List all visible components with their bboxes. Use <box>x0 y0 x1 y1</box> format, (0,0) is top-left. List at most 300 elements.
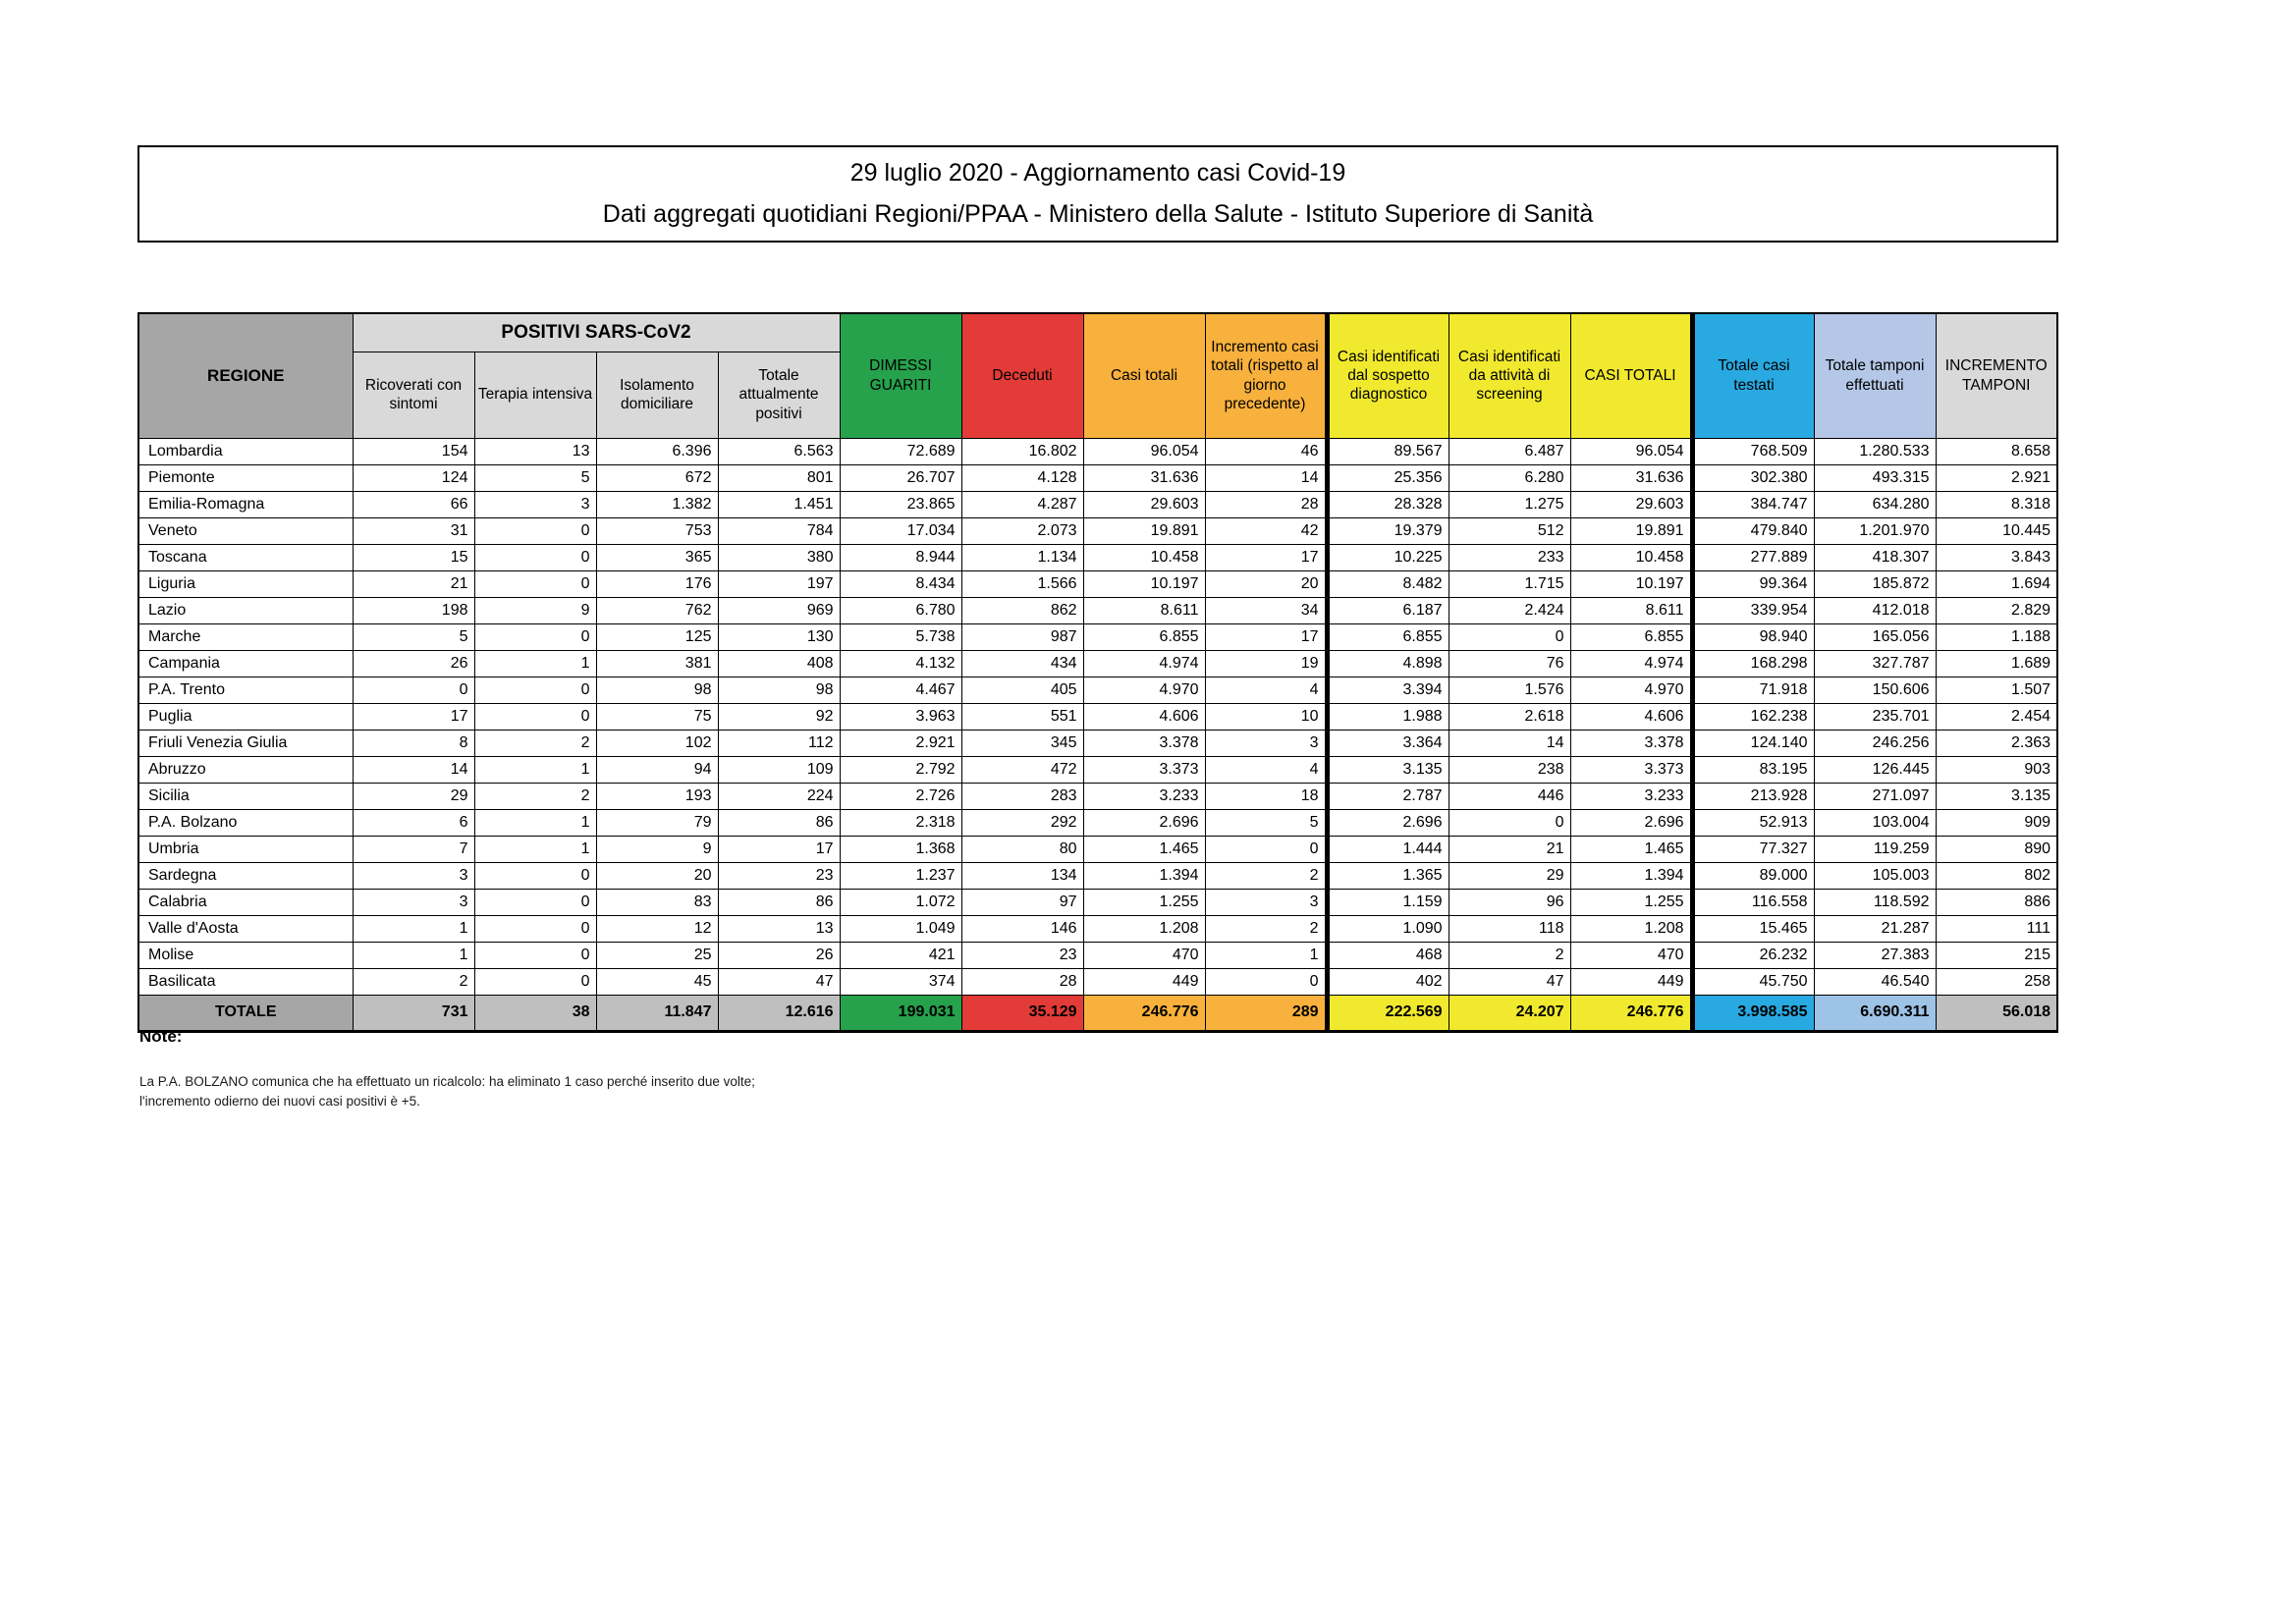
value-cell: 1 <box>474 836 596 862</box>
value-cell: 0 <box>1449 809 1570 836</box>
value-cell: 405 <box>961 677 1083 703</box>
value-cell: 909 <box>1936 809 2057 836</box>
value-cell: 19 <box>1205 650 1327 677</box>
value-cell: 4.970 <box>1083 677 1205 703</box>
value-cell: 1 <box>474 756 596 783</box>
table-row <box>138 491 2057 517</box>
value-cell: 118 <box>1449 915 1570 942</box>
value-cell: 801 <box>718 464 840 491</box>
report-title: 29 luglio 2020 - Aggiornamento casi Covid-19 <box>849 159 1346 188</box>
table-row <box>138 862 2057 889</box>
value-cell: 2.424 <box>1449 597 1570 623</box>
value-cell: 46.540 <box>1814 968 1936 995</box>
table-row <box>138 968 2057 995</box>
table-row <box>138 623 2057 650</box>
value-cell: 2 <box>353 968 474 995</box>
region-name: P.A. Trento <box>138 677 353 703</box>
value-cell: 23.865 <box>840 491 961 517</box>
value-cell: 19.891 <box>1083 517 1205 544</box>
value-cell: 551 <box>961 703 1083 730</box>
value-cell: 79 <box>596 809 718 836</box>
value-cell: 10.458 <box>1570 544 1692 570</box>
value-cell: 8.611 <box>1083 597 1205 623</box>
value-cell: 17 <box>1205 623 1327 650</box>
value-cell: 762 <box>596 597 718 623</box>
value-cell: 1.465 <box>1570 836 1692 862</box>
value-cell: 246.256 <box>1814 730 1936 756</box>
value-cell: 0 <box>1205 836 1327 862</box>
value-cell: 1.451 <box>718 491 840 517</box>
value-cell: 1.255 <box>1083 889 1205 915</box>
value-cell: 21.287 <box>1814 915 1936 942</box>
col-header-casi-totali: Casi totali <box>1083 313 1205 438</box>
value-cell: 3.394 <box>1327 677 1449 703</box>
value-cell: 339.954 <box>1692 597 1814 623</box>
value-cell: 1.237 <box>840 862 961 889</box>
value-cell: 103.004 <box>1814 809 1936 836</box>
region-name: Campania <box>138 650 353 677</box>
value-cell: 0 <box>474 570 596 597</box>
table-row <box>138 836 2057 862</box>
report-subtitle: Dati aggregati quotidiani Regioni/PPAA - Ministero della Salute - Istituto Superiore di Sanità <box>602 199 1594 228</box>
total-value-cell: 3.998.585 <box>1692 995 1814 1031</box>
value-cell: 1.566 <box>961 570 1083 597</box>
value-cell: 903 <box>1936 756 2057 783</box>
value-cell: 1.394 <box>1083 862 1205 889</box>
value-cell: 472 <box>961 756 1083 783</box>
value-cell: 258 <box>1936 968 2057 995</box>
value-cell: 29 <box>353 783 474 809</box>
total-label: TOTALE <box>138 995 353 1031</box>
value-cell: 4 <box>1205 677 1327 703</box>
value-cell: 1.090 <box>1327 915 1449 942</box>
value-cell: 784 <box>718 517 840 544</box>
value-cell: 23 <box>961 942 1083 968</box>
table-row <box>138 809 2057 836</box>
value-cell: 345 <box>961 730 1083 756</box>
value-cell: 2.829 <box>1936 597 2057 623</box>
value-cell: 1.465 <box>1083 836 1205 862</box>
table-row <box>138 438 2057 464</box>
value-cell: 86 <box>718 809 840 836</box>
table-row <box>138 783 2057 809</box>
value-cell: 25.356 <box>1327 464 1449 491</box>
region-name: Abruzzo <box>138 756 353 783</box>
value-cell: 2.792 <box>840 756 961 783</box>
value-cell: 98 <box>596 677 718 703</box>
value-cell: 17.034 <box>840 517 961 544</box>
value-cell: 380 <box>718 544 840 570</box>
value-cell: 83 <box>596 889 718 915</box>
value-cell: 130 <box>718 623 840 650</box>
value-cell: 672 <box>596 464 718 491</box>
value-cell: 327.787 <box>1814 650 1936 677</box>
value-cell: 31.636 <box>1570 464 1692 491</box>
value-cell: 8 <box>353 730 474 756</box>
value-cell: 26.232 <box>1692 942 1814 968</box>
value-cell: 493.315 <box>1814 464 1936 491</box>
value-cell: 1.159 <box>1327 889 1449 915</box>
value-cell: 2.696 <box>1083 809 1205 836</box>
total-value-cell: 246.776 <box>1083 995 1205 1031</box>
value-cell: 1.576 <box>1449 677 1570 703</box>
total-value-cell: 731 <box>353 995 474 1031</box>
value-cell: 1.208 <box>1570 915 1692 942</box>
value-cell: 862 <box>961 597 1083 623</box>
value-cell: 10.445 <box>1936 517 2057 544</box>
table-row <box>138 677 2057 703</box>
total-value-cell: 12.616 <box>718 995 840 1031</box>
value-cell: 2.787 <box>1327 783 1449 809</box>
value-cell: 8.482 <box>1327 570 1449 597</box>
notes-heading: Note: <box>139 1027 183 1046</box>
value-cell: 2.726 <box>840 783 961 809</box>
value-cell: 6.563 <box>718 438 840 464</box>
value-cell: 10.458 <box>1083 544 1205 570</box>
value-cell: 1.201.970 <box>1814 517 1936 544</box>
value-cell: 6.780 <box>840 597 961 623</box>
value-cell: 7 <box>353 836 474 862</box>
table-row <box>138 544 2057 570</box>
col-header-isolamento-domiciliare: Isolamento domiciliare <box>596 352 718 438</box>
value-cell: 8.658 <box>1936 438 2057 464</box>
value-cell: 20 <box>596 862 718 889</box>
total-value-cell: 289 <box>1205 995 1327 1031</box>
value-cell: 1.507 <box>1936 677 2057 703</box>
value-cell: 10.225 <box>1327 544 1449 570</box>
value-cell: 165.056 <box>1814 623 1936 650</box>
value-cell: 17 <box>1205 544 1327 570</box>
value-cell: 277.889 <box>1692 544 1814 570</box>
value-cell: 8.611 <box>1570 597 1692 623</box>
value-cell: 3 <box>353 862 474 889</box>
value-cell: 150.606 <box>1814 677 1936 703</box>
value-cell: 16.802 <box>961 438 1083 464</box>
region-name: Puglia <box>138 703 353 730</box>
value-cell: 89.000 <box>1692 862 1814 889</box>
value-cell: 17 <box>353 703 474 730</box>
region-name: Valle d'Aosta <box>138 915 353 942</box>
value-cell: 26 <box>718 942 840 968</box>
value-cell: 5 <box>1205 809 1327 836</box>
value-cell: 98.940 <box>1692 623 1814 650</box>
value-cell: 124.140 <box>1692 730 1814 756</box>
value-cell: 4.974 <box>1083 650 1205 677</box>
value-cell: 125 <box>596 623 718 650</box>
value-cell: 0 <box>474 677 596 703</box>
value-cell: 6.855 <box>1570 623 1692 650</box>
value-cell: 12 <box>596 915 718 942</box>
value-cell: 26 <box>353 650 474 677</box>
col-group-positivi-sars-cov2: POSITIVI SARS-CoV2 <box>353 313 840 352</box>
value-cell: 4.128 <box>961 464 1083 491</box>
value-cell: 890 <box>1936 836 2057 862</box>
value-cell: 381 <box>596 650 718 677</box>
value-cell: 1.365 <box>1327 862 1449 889</box>
value-cell: 6 <box>353 809 474 836</box>
value-cell: 1.255 <box>1570 889 1692 915</box>
value-cell: 0 <box>474 544 596 570</box>
value-cell: 768.509 <box>1692 438 1814 464</box>
value-cell: 19.891 <box>1570 517 1692 544</box>
value-cell: 449 <box>1083 968 1205 995</box>
value-cell: 446 <box>1449 783 1570 809</box>
value-cell: 2 <box>474 730 596 756</box>
total-value-cell: 35.129 <box>961 995 1083 1031</box>
value-cell: 134 <box>961 862 1083 889</box>
value-cell: 109 <box>718 756 840 783</box>
value-cell: 1.072 <box>840 889 961 915</box>
value-cell: 1.988 <box>1327 703 1449 730</box>
value-cell: 1.134 <box>961 544 1083 570</box>
value-cell: 215 <box>1936 942 2057 968</box>
value-cell: 46 <box>1205 438 1327 464</box>
value-cell: 3 <box>1205 730 1327 756</box>
value-cell: 0 <box>474 942 596 968</box>
value-cell: 3.843 <box>1936 544 2057 570</box>
region-name: Basilicata <box>138 968 353 995</box>
value-cell: 3.963 <box>840 703 961 730</box>
value-cell: 13 <box>718 915 840 942</box>
value-cell: 168.298 <box>1692 650 1814 677</box>
col-header-totale-tamponi: Totale tamponi effettuati <box>1814 313 1936 438</box>
value-cell: 176 <box>596 570 718 597</box>
value-cell: 71.918 <box>1692 677 1814 703</box>
region-name: Friuli Venezia Giulia <box>138 730 353 756</box>
value-cell: 0 <box>474 517 596 544</box>
value-cell: 4.898 <box>1327 650 1449 677</box>
table-row <box>138 915 2057 942</box>
table-row <box>138 703 2057 730</box>
value-cell: 374 <box>840 968 961 995</box>
value-cell: 76 <box>1449 650 1570 677</box>
value-cell: 479.840 <box>1692 517 1814 544</box>
value-cell: 198 <box>353 597 474 623</box>
col-header-regione: REGIONE <box>138 313 353 438</box>
value-cell: 1 <box>474 809 596 836</box>
col-header-casi-totali-2: CASI TOTALI <box>1570 313 1692 438</box>
value-cell: 3.378 <box>1570 730 1692 756</box>
value-cell: 408 <box>718 650 840 677</box>
value-cell: 10 <box>1205 703 1327 730</box>
value-cell: 2.921 <box>1936 464 2057 491</box>
value-cell: 0 <box>1205 968 1327 995</box>
region-name: Veneto <box>138 517 353 544</box>
value-cell: 98 <box>718 677 840 703</box>
col-header-totale-attualmente-positivi: Totale attualmente positivi <box>718 352 840 438</box>
value-cell: 28 <box>1205 491 1327 517</box>
value-cell: 14 <box>353 756 474 783</box>
value-cell: 402 <box>1327 968 1449 995</box>
value-cell: 0 <box>474 623 596 650</box>
value-cell: 6.396 <box>596 438 718 464</box>
value-cell: 634.280 <box>1814 491 1936 517</box>
value-cell: 15.465 <box>1692 915 1814 942</box>
value-cell: 154 <box>353 438 474 464</box>
value-cell: 1.694 <box>1936 570 2057 597</box>
value-cell: 4.467 <box>840 677 961 703</box>
value-cell: 3 <box>474 491 596 517</box>
value-cell: 97 <box>961 889 1083 915</box>
value-cell: 1.275 <box>1449 491 1570 517</box>
region-name: Umbria <box>138 836 353 862</box>
value-cell: 4.606 <box>1083 703 1205 730</box>
region-name: Sicilia <box>138 783 353 809</box>
value-cell: 2.618 <box>1449 703 1570 730</box>
value-cell: 0 <box>474 862 596 889</box>
value-cell: 45.750 <box>1692 968 1814 995</box>
table-row <box>138 570 2057 597</box>
col-header-casi-sospetto-diagnostico: Casi identificati dal sospetto diagnostico <box>1327 313 1449 438</box>
value-cell: 31 <box>353 517 474 544</box>
value-cell: 802 <box>1936 862 2057 889</box>
value-cell: 96.054 <box>1570 438 1692 464</box>
value-cell: 0 <box>353 677 474 703</box>
value-cell: 14 <box>1449 730 1570 756</box>
value-cell: 72.689 <box>840 438 961 464</box>
value-cell: 17 <box>718 836 840 862</box>
value-cell: 1.188 <box>1936 623 2057 650</box>
value-cell: 27.383 <box>1814 942 1936 968</box>
value-cell: 42 <box>1205 517 1327 544</box>
value-cell: 3.373 <box>1570 756 1692 783</box>
value-cell: 969 <box>718 597 840 623</box>
value-cell: 8.434 <box>840 570 961 597</box>
value-cell: 1.382 <box>596 491 718 517</box>
table-row <box>138 464 2057 491</box>
value-cell: 6.487 <box>1449 438 1570 464</box>
value-cell: 75 <box>596 703 718 730</box>
region-name: Lazio <box>138 597 353 623</box>
value-cell: 2.454 <box>1936 703 2057 730</box>
value-cell: 94 <box>596 756 718 783</box>
value-cell: 4.974 <box>1570 650 1692 677</box>
value-cell: 25 <box>596 942 718 968</box>
value-cell: 29 <box>1449 862 1570 889</box>
value-cell: 83.195 <box>1692 756 1814 783</box>
value-cell: 28.328 <box>1327 491 1449 517</box>
region-name: Marche <box>138 623 353 650</box>
value-cell: 0 <box>1449 623 1570 650</box>
value-cell: 224 <box>718 783 840 809</box>
value-cell: 3.233 <box>1083 783 1205 809</box>
value-cell: 185.872 <box>1814 570 1936 597</box>
value-cell: 105.003 <box>1814 862 1936 889</box>
covid-data-table <box>137 312 2058 1033</box>
total-row <box>138 995 2057 1031</box>
region-name: Sardegna <box>138 862 353 889</box>
value-cell: 3.378 <box>1083 730 1205 756</box>
value-cell: 92 <box>718 703 840 730</box>
value-cell: 3.135 <box>1936 783 2057 809</box>
value-cell: 1.689 <box>1936 650 2057 677</box>
value-cell: 5 <box>474 464 596 491</box>
value-cell: 29.603 <box>1570 491 1692 517</box>
value-cell: 2 <box>1449 942 1570 968</box>
value-cell: 0 <box>474 915 596 942</box>
value-cell: 1.049 <box>840 915 961 942</box>
value-cell: 52.913 <box>1692 809 1814 836</box>
value-cell: 412.018 <box>1814 597 1936 623</box>
value-cell: 302.380 <box>1692 464 1814 491</box>
total-value-cell: 222.569 <box>1327 995 1449 1031</box>
value-cell: 10.197 <box>1083 570 1205 597</box>
value-cell: 4.287 <box>961 491 1083 517</box>
value-cell: 3.135 <box>1327 756 1449 783</box>
value-cell: 193 <box>596 783 718 809</box>
value-cell: 1.280.533 <box>1814 438 1936 464</box>
value-cell: 47 <box>1449 968 1570 995</box>
total-value-cell: 246.776 <box>1570 995 1692 1031</box>
value-cell: 384.747 <box>1692 491 1814 517</box>
value-cell: 77.327 <box>1692 836 1814 862</box>
value-cell: 1.444 <box>1327 836 1449 862</box>
value-cell: 197 <box>718 570 840 597</box>
value-cell: 235.701 <box>1814 703 1936 730</box>
value-cell: 23 <box>718 862 840 889</box>
table-row <box>138 756 2057 783</box>
total-value-cell: 6.690.311 <box>1814 995 1936 1031</box>
col-header-dimessi-guariti: DIMESSI GUARITI <box>840 313 961 438</box>
col-header-incremento-tamponi: INCREMENTO TAMPONI <box>1936 313 2057 438</box>
value-cell: 421 <box>840 942 961 968</box>
value-cell: 45 <box>596 968 718 995</box>
value-cell: 146 <box>961 915 1083 942</box>
region-name: Calabria <box>138 889 353 915</box>
region-name: P.A. Bolzano <box>138 809 353 836</box>
value-cell: 3 <box>353 889 474 915</box>
col-header-ricoverati-con-sintomi: Ricoverati con sintomi <box>353 352 474 438</box>
value-cell: 5 <box>353 623 474 650</box>
value-cell: 28 <box>961 968 1083 995</box>
value-cell: 0 <box>474 703 596 730</box>
value-cell: 102 <box>596 730 718 756</box>
col-header-deceduti: Deceduti <box>961 313 1083 438</box>
note-line: l'incremento odierno dei nuovi casi positivi è +5. <box>139 1094 420 1109</box>
value-cell: 13 <box>474 438 596 464</box>
region-name: Molise <box>138 942 353 968</box>
value-cell: 20 <box>1205 570 1327 597</box>
value-cell: 9 <box>596 836 718 862</box>
value-cell: 14 <box>1205 464 1327 491</box>
value-cell: 126.445 <box>1814 756 1936 783</box>
value-cell: 1 <box>353 942 474 968</box>
value-cell: 1 <box>353 915 474 942</box>
table-row <box>138 942 2057 968</box>
table-row <box>138 597 2057 623</box>
value-cell: 8.318 <box>1936 491 2057 517</box>
value-cell: 26.707 <box>840 464 961 491</box>
region-name: Liguria <box>138 570 353 597</box>
value-cell: 3.233 <box>1570 783 1692 809</box>
value-cell: 238 <box>1449 756 1570 783</box>
value-cell: 1.394 <box>1570 862 1692 889</box>
col-header-totale-casi-testati: Totale casi testati <box>1692 313 1814 438</box>
value-cell: 1.208 <box>1083 915 1205 942</box>
value-cell: 0 <box>474 889 596 915</box>
value-cell: 3.373 <box>1083 756 1205 783</box>
value-cell: 1 <box>474 650 596 677</box>
value-cell: 2 <box>1205 862 1327 889</box>
value-cell: 34 <box>1205 597 1327 623</box>
total-value-cell: 199.031 <box>840 995 961 1031</box>
value-cell: 2.696 <box>1327 809 1449 836</box>
total-value-cell: 24.207 <box>1449 995 1570 1031</box>
value-cell: 112 <box>718 730 840 756</box>
value-cell: 292 <box>961 809 1083 836</box>
region-name: Lombardia <box>138 438 353 464</box>
title-box <box>137 145 2058 243</box>
